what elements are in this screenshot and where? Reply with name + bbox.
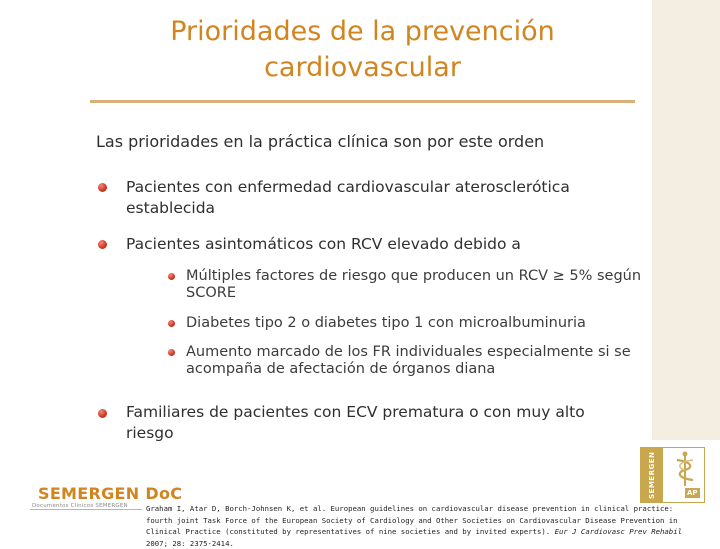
seal-ap-badge: AP (687, 489, 698, 497)
bullet-icon (168, 273, 175, 280)
side-panel-background (652, 0, 720, 440)
list-item: Pacientes con enfermedad cardiovascular aterosclerótica establecida (126, 178, 570, 217)
sub-list-item: Aumento marcado de los FR individuales especialmente si se acompaña de afectación de órganos diana (186, 344, 631, 377)
logo-divider (30, 509, 142, 510)
caduceus-icon (667, 450, 703, 488)
list-item: Pacientes asintomáticos con RCV elevado debido a (126, 235, 521, 253)
reference-citation (146, 503, 702, 549)
seal-vertical-text: SEMERGEN (641, 448, 663, 502)
semergen-doc-logo (38, 484, 182, 503)
bullet-icon (98, 409, 107, 418)
slide-title: Prioridades de la prevención cardiovascular (170, 16, 555, 83)
sub-list-item: Múltiples factores de riesgo que producen un RCV ≥ 5% según SCORE (186, 268, 642, 301)
bullet-icon (98, 183, 107, 192)
logo-main-text: SEMERGEN (38, 484, 140, 503)
title-divider (90, 100, 635, 103)
list-item: Familiares de pacientes con ECV prematura o con muy alto riesgo (126, 403, 585, 442)
logo-doc-text: DoC (145, 484, 183, 503)
sub-list-item: Diabetes tipo 2 o diabetes tipo 1 con microalbuminuria (186, 315, 586, 331)
bullet-icon (168, 320, 175, 327)
bullet-icon (98, 240, 107, 249)
reference-journal: Eur J Cardiovasc Prev Rehabil (554, 527, 682, 536)
logo-subtitle: Documentos Clínicos SEMERGEN (32, 503, 128, 509)
intro-text: Las prioridades en la práctica clínica son por este orden (96, 132, 545, 151)
bullet-icon (168, 349, 175, 356)
reference-tail: 2007; 28: 2375-2414. (146, 538, 234, 548)
semergen-seal-logo (640, 447, 705, 503)
reference-text: Graham I, Atar D, Borch-Johnsen K, et al. European guidelines on cardiovascular disease prevention in clinical practice: fourth joint Task Force of the European Society of Cardiology and Other Societies on Cardiovascular Disease Prevention in Clinical Practice (constituted by representatives of nine societies and by invited experts). (146, 504, 678, 536)
